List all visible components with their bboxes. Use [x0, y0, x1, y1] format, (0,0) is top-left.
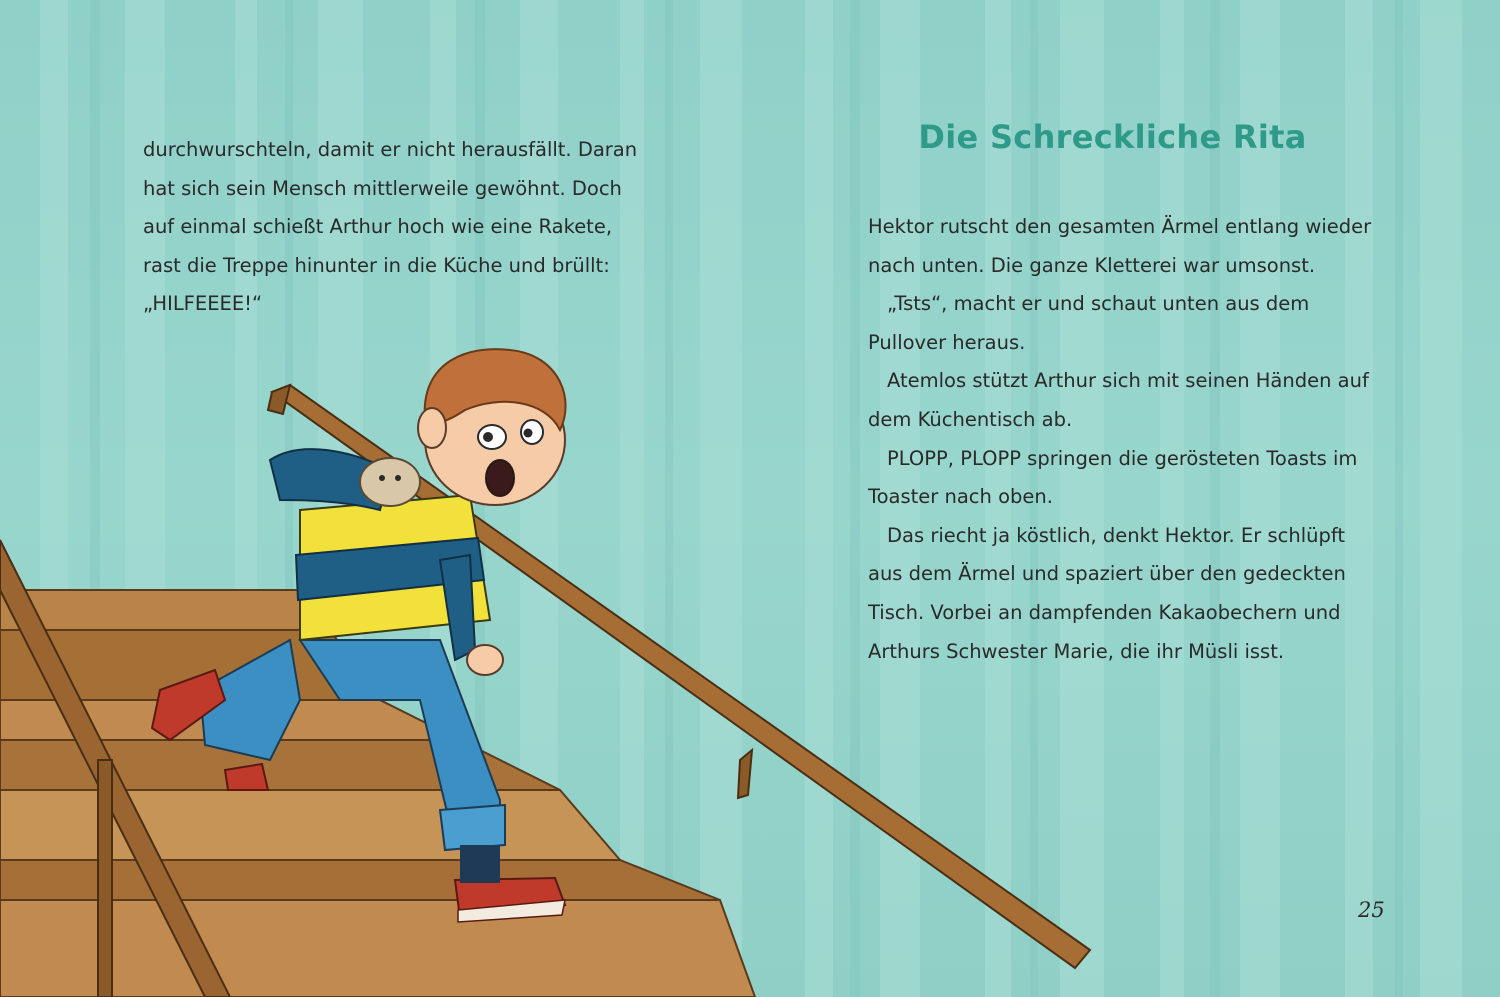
text-line: Toaster nach oben.	[868, 485, 1053, 509]
left-page-text	[143, 131, 663, 324]
text-line: Tisch. Vorbei an dampfenden Kakaobechern und	[868, 600, 1341, 624]
text-line: dem Küchentisch ab.	[868, 407, 1073, 431]
text-line: „HILFEEEE!“	[143, 292, 263, 316]
text-line: hat sich sein Mensch mittlerweile gewöhnt. Doch	[143, 176, 622, 200]
text-line: Pullover heraus.	[868, 330, 1026, 354]
chapter-title: Die Schreckliche Rita	[918, 118, 1307, 156]
right-page-text	[868, 208, 1388, 671]
text-line: rast die Treppe hinunter in die Küche und brüllt:	[143, 253, 610, 277]
text-line: Hektor rutscht den gesamten Ärmel entlang wieder	[868, 215, 1372, 238]
text-line: nach unten. Die ganze Kletterei war umsonst.	[868, 253, 1316, 277]
text-line: PLOPP, PLOPP springen die gerösteten Toasts im	[887, 446, 1358, 470]
text-line: auf einmal schießt Arthur hoch wie eine Rakete,	[143, 215, 613, 239]
text-line: Das riecht ja köstlich, denkt Hektor. Er schlüpft	[887, 523, 1346, 547]
text-line: Arthurs Schwester Marie, die ihr Müsli isst.	[868, 639, 1285, 663]
text-line: aus dem Ärmel und spaziert über den gedeckten	[868, 562, 1346, 586]
text-line: Atemlos stützt Arthur sich mit seinen Händen auf	[887, 369, 1369, 393]
text-line: „Tsts“, macht er und schaut unten aus dem	[887, 292, 1310, 316]
text-line: durchwurschteln, damit er nicht herausfällt. Daran	[143, 138, 638, 161]
page-number: 25	[1358, 898, 1385, 922]
